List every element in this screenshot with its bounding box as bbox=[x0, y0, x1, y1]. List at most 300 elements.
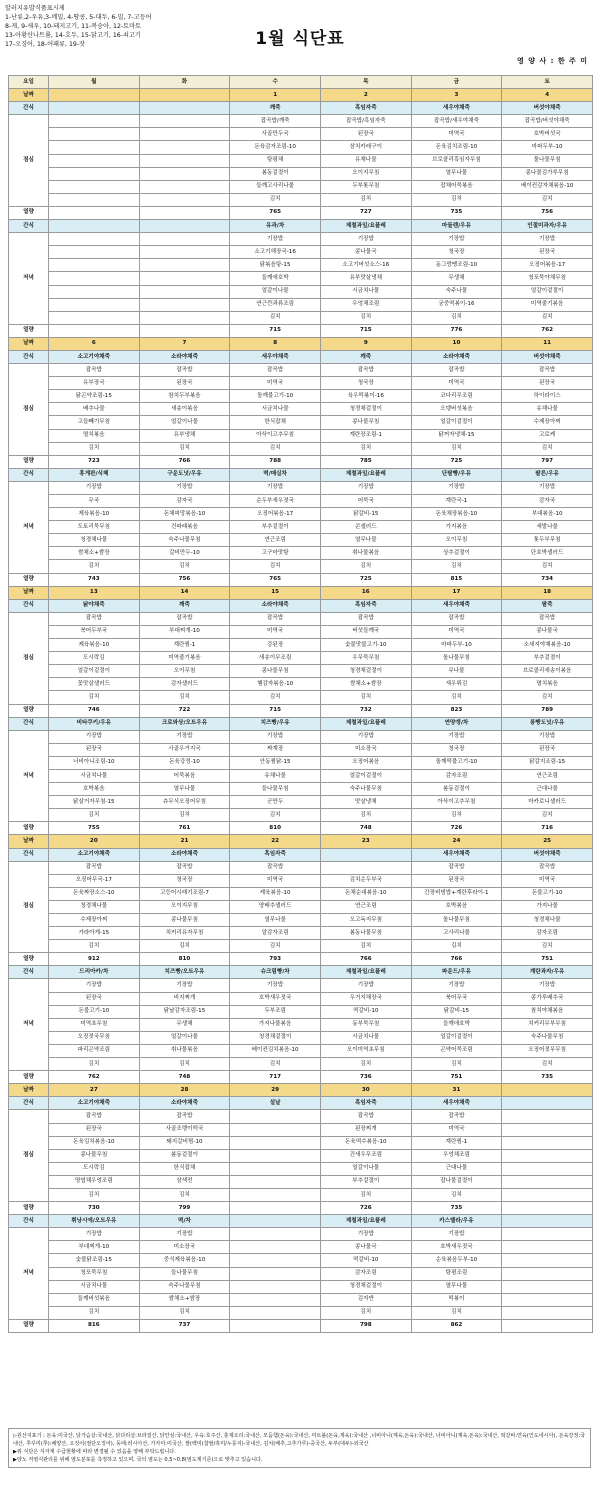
lunch-dish bbox=[49, 180, 140, 193]
dinner-dish: 김치 bbox=[49, 809, 140, 822]
dinner-dish-row bbox=[9, 1306, 593, 1319]
lunch-kcal: 730 bbox=[49, 1202, 140, 1215]
dinner-dish: 시금치나물 bbox=[49, 1280, 140, 1293]
lunch-dish: 브로콜리새송이볶음 bbox=[502, 665, 593, 678]
dinner-dish: 오징어볶음 bbox=[320, 756, 411, 769]
snack-label: 간식 bbox=[9, 966, 49, 979]
lunch-dish: 김치 bbox=[320, 442, 411, 455]
dinner-dish: 탕평조림 bbox=[411, 1267, 502, 1280]
dinner-dish: 근대나물 bbox=[502, 783, 593, 796]
lunch-label: 점심 bbox=[9, 364, 49, 456]
dinner-dish-row bbox=[9, 246, 593, 259]
lunch-dish: 김치순두부국 bbox=[320, 874, 411, 887]
lunch-dish-row bbox=[9, 193, 593, 206]
dinner-dish: 쌈채소+쌈장 bbox=[139, 1293, 230, 1306]
date-cell: 4 bbox=[502, 89, 593, 102]
lunch-dish bbox=[502, 1175, 593, 1188]
dinner-dish: 청국장 bbox=[411, 743, 502, 756]
lunch-dish: 도시락김 bbox=[49, 652, 140, 665]
snack-cell: 깨죽 bbox=[320, 350, 411, 363]
dinner-dish: 비지찌개 bbox=[139, 992, 230, 1005]
meal-plan-table bbox=[8, 75, 593, 1333]
lunch-dish-row bbox=[9, 887, 593, 900]
lunch-dish: 가지나물 bbox=[502, 900, 593, 913]
date-label: 날짜 bbox=[9, 89, 49, 102]
dinner-dish: 김치 bbox=[411, 1306, 502, 1319]
dinner-dish: 김자반 bbox=[320, 1293, 411, 1306]
day-header: 월 bbox=[49, 76, 140, 89]
dinner-kcal: 761 bbox=[139, 822, 230, 835]
snack-cell bbox=[230, 1215, 321, 1228]
lunch-dish-row bbox=[9, 652, 593, 665]
dinner-dish-row bbox=[9, 285, 593, 298]
dinner-dish: 맛살냉채 bbox=[320, 796, 411, 809]
snack-cell: 크로와상/오트우유 bbox=[139, 717, 230, 730]
lunch-dish: 청경채겉절이 bbox=[320, 665, 411, 678]
lunch-dish-row bbox=[9, 403, 593, 416]
lunch-dish: 육우떡볶이-16 bbox=[320, 390, 411, 403]
dinner-dish: 동부묵무침 bbox=[320, 1018, 411, 1031]
dinner-dish: 오이미역초무침 bbox=[320, 1044, 411, 1057]
lunch-dish: 부추겉절이 bbox=[502, 652, 593, 665]
dinner-label: 저녁 bbox=[9, 233, 49, 325]
dinner-dish-row bbox=[9, 783, 593, 796]
dinner-dish: 호박새우젓국 bbox=[411, 1241, 502, 1254]
dinner-dish: 기장밥 bbox=[411, 730, 502, 743]
dinner-dish bbox=[139, 311, 230, 324]
snack-cell: 소라야채죽 bbox=[139, 350, 230, 363]
snack-cell: 치즈빵/오트우유 bbox=[139, 966, 230, 979]
dinner-dish: 들깨버섯볶음 bbox=[49, 1293, 140, 1306]
lunch-dish: 오이무침 bbox=[139, 665, 230, 678]
dinner-dish: 우거지해장국 bbox=[320, 992, 411, 1005]
snack-cell: 슈크림빵/차 bbox=[230, 966, 321, 979]
dinner-kcal: 715 bbox=[230, 324, 321, 337]
dinner-dish: 닭갈비-15 bbox=[320, 508, 411, 521]
dinner-dish bbox=[139, 272, 230, 285]
dinner-dish: 기장밥 bbox=[230, 979, 321, 992]
lunch-dish: 잡곡밥/버섯야채죽 bbox=[502, 115, 593, 128]
lunch-dish: 잡곡밥 bbox=[502, 364, 593, 377]
lunch-dish-row bbox=[9, 874, 593, 887]
date-cell: 1 bbox=[230, 89, 321, 102]
dinner-label: 저녁 bbox=[9, 730, 49, 822]
lunch-dish: 콩나물무침 bbox=[230, 665, 321, 678]
lunch-dish: 된장국 bbox=[49, 1123, 140, 1136]
snack-cell: 카스텔라/우유 bbox=[411, 1215, 502, 1228]
lunch-dish: 고들빼기무침 bbox=[49, 416, 140, 429]
dinner-dish: 우엉채조림 bbox=[320, 298, 411, 311]
dinner-dish bbox=[502, 1280, 593, 1293]
day-header-row bbox=[9, 76, 593, 89]
lunch-kcal: 727 bbox=[320, 206, 411, 219]
dinner-dish: 중식제육볶음-10 bbox=[139, 1254, 230, 1267]
dinner-dish: 감자조림 bbox=[320, 1267, 411, 1280]
dinner-dish: 열무나물 bbox=[139, 783, 230, 796]
snack-cell: 설날 bbox=[230, 1097, 321, 1110]
lunch-dish: 유채나물 bbox=[320, 154, 411, 167]
lunch-kcal: 735 bbox=[411, 1202, 502, 1215]
snack-cell-row bbox=[9, 1215, 593, 1228]
dinner-dish: 세발나물 bbox=[502, 521, 593, 534]
lunch-kcal: 789 bbox=[502, 704, 593, 717]
date-cell bbox=[502, 1084, 593, 1097]
lunch-dish: 잡곡밥 bbox=[230, 364, 321, 377]
snack-cell bbox=[320, 848, 411, 861]
lunch-dish: 잡곡밥/흑임자죽 bbox=[320, 115, 411, 128]
lunch-dish: 두부톳무침 bbox=[320, 180, 411, 193]
dinner-dish: 순육볶음두부-10 bbox=[411, 1254, 502, 1267]
kcal-label: 열량 bbox=[9, 953, 49, 966]
notes-box bbox=[8, 1428, 591, 1468]
dinner-dish: 취나물볶음 bbox=[139, 1044, 230, 1057]
snack-cell-row bbox=[9, 966, 593, 979]
lunch-dish: 콩나물국 bbox=[502, 625, 593, 638]
dinner-dish: 기장밥 bbox=[411, 233, 502, 246]
dinner-dish: 부대찌개-10 bbox=[49, 1241, 140, 1254]
date-cell: 9 bbox=[320, 337, 411, 350]
dinner-label: 저녁 bbox=[9, 481, 49, 573]
kcal-label: 열량 bbox=[9, 1319, 49, 1332]
snack-cell: 소라야채죽 bbox=[139, 848, 230, 861]
lunch-dish: 된장국 bbox=[502, 377, 593, 390]
dinner-dish-row bbox=[9, 311, 593, 324]
dinner-dish: 미역초무침 bbox=[49, 1018, 140, 1031]
dinner-dish: 된장국 bbox=[49, 743, 140, 756]
lunch-dish: 미역국 bbox=[230, 625, 321, 638]
lunch-dish bbox=[230, 1175, 321, 1188]
lunch-dish: 얼갈이겉절이 bbox=[411, 416, 502, 429]
dinner-dish: 기장밥 bbox=[502, 730, 593, 743]
dinner-dish: 콩가루배추국 bbox=[502, 992, 593, 1005]
dinner-dish-row bbox=[9, 1241, 593, 1254]
lunch-dish: 김치 bbox=[139, 940, 230, 953]
lunch-dish: 오뎅버섯볶음 bbox=[411, 403, 502, 416]
dinner-dish: 기장밥 bbox=[49, 1228, 140, 1241]
lunch-dish bbox=[139, 141, 230, 154]
dinner-dish-row bbox=[9, 730, 593, 743]
lunch-kcal: 715 bbox=[230, 704, 321, 717]
dinner-dish: 아삭이고추무침 bbox=[411, 796, 502, 809]
date-cell: 16 bbox=[320, 586, 411, 599]
lunch-dish: 숯불맛불고기-10 bbox=[320, 639, 411, 652]
dinner-kcal-row bbox=[9, 1071, 593, 1084]
lunch-dish: 돈육떡수볶음-10 bbox=[320, 1136, 411, 1149]
lunch-dish: 수제장아찌 bbox=[502, 416, 593, 429]
lunch-dish: 김치 bbox=[411, 193, 502, 206]
lunch-dish: 잡곡밥/새우야채죽 bbox=[411, 115, 502, 128]
snack-cell: 새우야채죽 bbox=[230, 350, 321, 363]
dinner-dish bbox=[230, 1254, 321, 1267]
date-cell-row bbox=[9, 835, 593, 848]
dinner-dish: 단호박샐러드 bbox=[502, 547, 593, 560]
lunch-dish: 김치 bbox=[49, 940, 140, 953]
dinner-dish-row bbox=[9, 547, 593, 560]
snack-cell bbox=[139, 102, 230, 115]
dinner-dish: 어묵국 bbox=[320, 495, 411, 508]
snack-cell-row bbox=[9, 468, 593, 481]
lunch-dish: 김치 bbox=[49, 1188, 140, 1201]
lunch-kcal: 751 bbox=[502, 953, 593, 966]
dinner-dish: 들나물무침 bbox=[230, 783, 321, 796]
lunch-dish: 된장국 bbox=[139, 377, 230, 390]
dinner-dish: 숙주나물무침 bbox=[320, 783, 411, 796]
lunch-dish: 꽃맛살샐러드 bbox=[49, 678, 140, 691]
date-cell: 13 bbox=[49, 586, 140, 599]
dinner-dish: 김치 bbox=[139, 560, 230, 573]
allergy-line: 13-아황산나트륨, 14-호두, 15-닭고기, 16-쇠고기 bbox=[5, 32, 141, 39]
dinner-dish: 시금치나물 bbox=[320, 1031, 411, 1044]
dinner-kcal: 734 bbox=[502, 573, 593, 586]
day-header: 토 bbox=[502, 76, 593, 89]
lunch-dish-row bbox=[9, 167, 593, 180]
lunch-dish bbox=[139, 167, 230, 180]
dinner-dish: 김치 bbox=[139, 809, 230, 822]
date-cell: 21 bbox=[139, 835, 230, 848]
lunch-kcal: 912 bbox=[49, 953, 140, 966]
snack-cell: 떡/차 bbox=[139, 1215, 230, 1228]
dinner-label: 저녁 bbox=[9, 1228, 49, 1320]
dinner-dish bbox=[502, 1293, 593, 1306]
snack-cell: 제철과일/요플레 bbox=[320, 468, 411, 481]
dinner-dish: 떡갈비-10 bbox=[320, 1005, 411, 1018]
lunch-dish-row bbox=[9, 940, 593, 953]
lunch-dish: 고로케 bbox=[502, 429, 593, 442]
date-cell: 6 bbox=[49, 337, 140, 350]
dinner-dish: 돈육강정-10 bbox=[139, 756, 230, 769]
lunch-dish: 배추나물 bbox=[49, 403, 140, 416]
lunch-dish-row bbox=[9, 364, 593, 377]
lunch-dish: 김치 bbox=[139, 442, 230, 455]
lunch-dish: 돌나물무침 bbox=[411, 652, 502, 665]
dinner-dish: 된장국 bbox=[49, 992, 140, 1005]
dinner-kcal: 717 bbox=[230, 1071, 321, 1084]
snack-cell: 버섯야채죽 bbox=[502, 848, 593, 861]
lunch-kcal: 788 bbox=[230, 455, 321, 468]
lunch-dish: 한식잡채 bbox=[139, 1162, 230, 1175]
lunch-dish: 청경채겉절이 bbox=[320, 403, 411, 416]
lunch-dish: 한식잡채 bbox=[230, 416, 321, 429]
lunch-dish: 사골조랭이떡국 bbox=[139, 1123, 230, 1136]
dinner-dish: 김치 bbox=[49, 560, 140, 573]
snack-cell: 휘낭시에/오트우유 bbox=[49, 1215, 140, 1228]
snack-cell: 마들렌/우유 bbox=[411, 220, 502, 233]
snack-cell: 비타쿠키/우유 bbox=[49, 717, 140, 730]
snack-cell: 떡/매실차 bbox=[230, 468, 321, 481]
dinner-kcal bbox=[49, 324, 140, 337]
snack-cell: 새우야채죽 bbox=[411, 599, 502, 612]
dinner-dish: 김치 bbox=[502, 809, 593, 822]
dinner-dish: 어묵볶음 bbox=[139, 769, 230, 782]
dinner-dish: 김치 bbox=[139, 1058, 230, 1071]
dinner-dish: 들나물무침 bbox=[139, 1267, 230, 1280]
snack-cell: 드리아카/차 bbox=[49, 966, 140, 979]
snack-cell-row bbox=[9, 599, 593, 612]
dinner-dish bbox=[49, 272, 140, 285]
snack-cell: 인절미과자/우유 bbox=[502, 220, 593, 233]
snack-cell: 흑임자죽 bbox=[320, 102, 411, 115]
day-header: 금 bbox=[411, 76, 502, 89]
lunch-dish: 미역국 bbox=[230, 874, 321, 887]
dinner-dish: 김치 bbox=[502, 311, 593, 324]
lunch-dish: 잡곡밥 bbox=[139, 612, 230, 625]
lunch-dish: 햄감자볶음-10 bbox=[230, 678, 321, 691]
dinner-dish: 도토리묵무침 bbox=[49, 521, 140, 534]
snack-cell: 제철과일/요플레 bbox=[320, 717, 411, 730]
lunch-dish: 호박볶음 bbox=[411, 900, 502, 913]
lunch-dish: 알감자조림 bbox=[230, 927, 321, 940]
lunch-kcal bbox=[502, 1202, 593, 1215]
snack-cell: 팔른/우유 bbox=[502, 468, 593, 481]
dinner-dish: 부추겉절이 bbox=[230, 521, 321, 534]
dinner-dish: 콩나물국 bbox=[320, 1241, 411, 1254]
snack-label: 간식 bbox=[9, 350, 49, 363]
lunch-dish: 김치 bbox=[502, 691, 593, 704]
lunch-kcal bbox=[230, 1202, 321, 1215]
dinner-dish: 김치 bbox=[320, 1058, 411, 1071]
dinner-dish: 기장밥 bbox=[49, 979, 140, 992]
dinner-dish: 기장밥 bbox=[320, 1228, 411, 1241]
dinner-dish-row bbox=[9, 796, 593, 809]
snack-cell: 소고기야채죽 bbox=[49, 350, 140, 363]
dinner-dish: 기장밥 bbox=[320, 481, 411, 494]
dinner-dish: 기장밥 bbox=[139, 1228, 230, 1241]
lunch-dish: 제육볶음-10 bbox=[49, 639, 140, 652]
dinner-dish: 오징어젓무무침 bbox=[502, 1044, 593, 1057]
dinner-dish: 봄동겉절이 bbox=[411, 783, 502, 796]
lunch-dish: 돼지갈비찜-10 bbox=[139, 1136, 230, 1149]
lunch-dish-row bbox=[9, 665, 593, 678]
dinner-dish: 연근조림 bbox=[230, 534, 321, 547]
lunch-dish: 닭곤약조림-15 bbox=[49, 390, 140, 403]
dinner-kcal-row bbox=[9, 324, 593, 337]
dinner-dish: 기장밥 bbox=[502, 233, 593, 246]
snack-cell: 소고기야채죽 bbox=[49, 1097, 140, 1110]
lunch-dish: 콩나물김가루무침 bbox=[502, 167, 593, 180]
dinner-dish: 미소장국 bbox=[320, 743, 411, 756]
dinner-dish: 상추겉절이 bbox=[411, 547, 502, 560]
lunch-dish: 김치 bbox=[230, 193, 321, 206]
dinner-dish: 군만두 bbox=[230, 796, 321, 809]
lunch-kcal-row bbox=[9, 455, 593, 468]
lunch-dish: 된장국 bbox=[411, 874, 502, 887]
dinner-dish-row bbox=[9, 1058, 593, 1071]
dinner-kcal: 725 bbox=[320, 573, 411, 586]
dinner-dish: 두부조림 bbox=[230, 1005, 321, 1018]
dinner-dish: 얼갈이나물 bbox=[139, 1031, 230, 1044]
lunch-dish bbox=[49, 141, 140, 154]
lunch-dish-row bbox=[9, 691, 593, 704]
snack-cell: 롱빵도넛/우유 bbox=[502, 717, 593, 730]
kcal-label: 열량 bbox=[9, 1071, 49, 1084]
lunch-dish-row bbox=[9, 1149, 593, 1162]
lunch-dish: 잡나물겉절이 bbox=[411, 1175, 502, 1188]
snack-cell-row bbox=[9, 220, 593, 233]
kcal-label: 열량 bbox=[9, 1202, 49, 1215]
snack-label: 간식 bbox=[9, 220, 49, 233]
lunch-dish: 김치 bbox=[320, 193, 411, 206]
lunch-dish: 얼갈이나물 bbox=[139, 416, 230, 429]
dinner-kcal: 762 bbox=[502, 324, 593, 337]
lunch-dish: 청국장 bbox=[139, 874, 230, 887]
dinner-dish: 숯불닭조림-15 bbox=[49, 1254, 140, 1267]
lunch-dish: 베이컨감자채볶음-10 bbox=[502, 180, 593, 193]
dinner-dish: 된장국 bbox=[502, 246, 593, 259]
lunch-kcal: 766 bbox=[320, 953, 411, 966]
dinner-dish: 무국 bbox=[49, 495, 140, 508]
snack-label: 간식 bbox=[9, 102, 49, 115]
dinner-dish: 김치 bbox=[411, 1058, 502, 1071]
lunch-dish: 브로콜리흑임자무침 bbox=[411, 154, 502, 167]
lunch-dish: 돈육짜장소스-10 bbox=[49, 887, 140, 900]
dinner-dish: 기장밥 bbox=[230, 730, 321, 743]
dinner-dish: 김치 bbox=[320, 311, 411, 324]
lunch-dish: 새송이무조림 bbox=[230, 652, 321, 665]
lunch-label: 점심 bbox=[9, 612, 49, 704]
lunch-dish: 김치 bbox=[411, 691, 502, 704]
snack-cell bbox=[139, 220, 230, 233]
lunch-dish: 미역국 bbox=[502, 874, 593, 887]
dinner-kcal: 748 bbox=[139, 1071, 230, 1084]
dinner-dish: 가지볶음 bbox=[411, 521, 502, 534]
lunch-dish: 김치 bbox=[49, 442, 140, 455]
dinner-dish: 청포묵무침 bbox=[49, 1267, 140, 1280]
lunch-dish bbox=[502, 1149, 593, 1162]
dinner-dish: 닭갈지조림-15 bbox=[502, 756, 593, 769]
lunch-kcal: 722 bbox=[139, 704, 230, 717]
lunch-dish: 된장국 bbox=[320, 128, 411, 141]
dinner-kcal: 715 bbox=[320, 324, 411, 337]
dinner-dish: 김치 bbox=[411, 809, 502, 822]
dinner-dish: 유채나물 bbox=[230, 769, 321, 782]
date-label: 날짜 bbox=[9, 586, 49, 599]
dinner-dish: 연근깐과류조림 bbox=[230, 298, 321, 311]
dinner-dish: 숙주나물무침 bbox=[502, 1031, 593, 1044]
lunch-dish: 콩나물무침 bbox=[139, 914, 230, 927]
dinner-dish-row bbox=[9, 1267, 593, 1280]
lunch-dish: 시금치나물 bbox=[230, 403, 321, 416]
dinner-dish-row bbox=[9, 743, 593, 756]
lunch-label: 점심 bbox=[9, 861, 49, 953]
dinner-dish: 김치 bbox=[230, 809, 321, 822]
lunch-dish: 삼색전 bbox=[139, 1175, 230, 1188]
dinner-kcal: 735 bbox=[502, 1071, 593, 1084]
snack-cell: 제철과일/요플레 bbox=[320, 220, 411, 233]
lunch-dish-row bbox=[9, 416, 593, 429]
dinner-dish: 김치 bbox=[411, 560, 502, 573]
dinner-dish: 동그랑땡조림-10 bbox=[411, 259, 502, 272]
lunch-dish bbox=[139, 180, 230, 193]
lunch-dish: 감자조림 bbox=[502, 927, 593, 940]
dinner-dish: 미소장국 bbox=[139, 1241, 230, 1254]
dinner-dish: 김치 bbox=[320, 560, 411, 573]
kcal-label: 열량 bbox=[9, 455, 49, 468]
dinner-dish: 기장밥 bbox=[320, 979, 411, 992]
lunch-dish bbox=[502, 1188, 593, 1201]
date-label: 날짜 bbox=[9, 1084, 49, 1097]
snack-cell-row bbox=[9, 1097, 593, 1110]
date-cell: 23 bbox=[320, 835, 411, 848]
lunch-dish: 탕평채 bbox=[230, 154, 321, 167]
snack-cell bbox=[49, 220, 140, 233]
lunch-dish: 물나물무침 bbox=[502, 154, 593, 167]
lunch-dish: 오이지무침 bbox=[139, 900, 230, 913]
lunch-dish bbox=[49, 193, 140, 206]
dinner-dish bbox=[230, 1267, 321, 1280]
dinner-dish: 김치 bbox=[411, 311, 502, 324]
dinner-dish: 기장밥 bbox=[49, 481, 140, 494]
lunch-dish: 계란찜-1 bbox=[139, 639, 230, 652]
